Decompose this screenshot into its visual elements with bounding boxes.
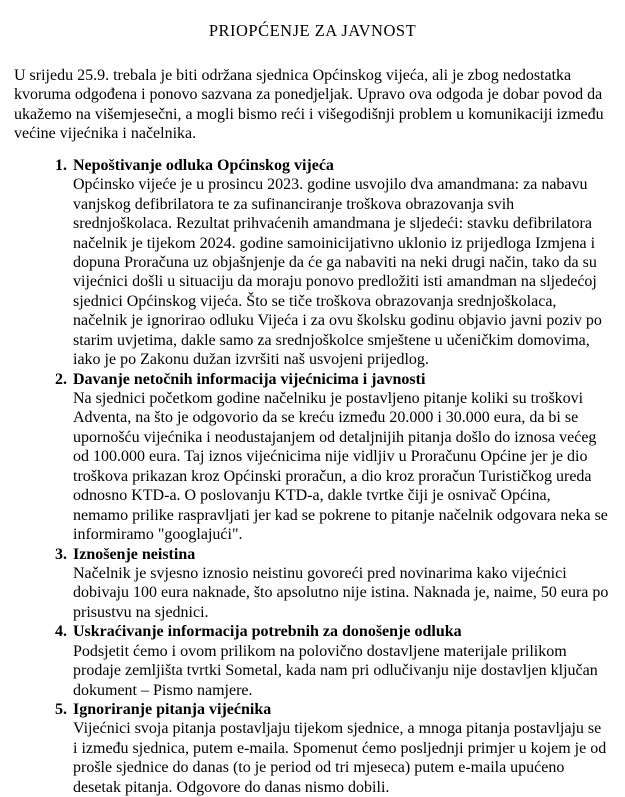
intro-paragraph: U srijedu 25.9. trebala je biti održana sjednica Općinskog vijeća, ali je zbog nedostatka kvoruma odgođena i ponovo sazvana za ponedjeljak. Upravo ova odgoda je dobar povod da ukažemo na višemjesečni, a mogli bismo reći i višegodišnji problem u komunikaciji između većine vijećnika i načelnika. bbox=[14, 67, 604, 143]
item-body: Podsjetit ćemo i ovom prilikom na polovično dostavljene materijale prilikom prodaje zemljišta tvrtki Sometal, kada nam pri odlučivanju nije dostavljen ključan dokument – Pismo namjere. bbox=[73, 642, 598, 699]
list-item bbox=[14, 622, 611, 700]
item-number: 4. bbox=[55, 623, 67, 641]
item-body: Na sjednici početkom godine načelniku je postavljeno pitanje koliki su troškovi Adventa, na što je odgovorio da se kreću između 20.000 i 30.000 eura, da bi se upornošću vijećnika i neodustajanjem od detaljnijih pitanja došlo do iznosa većeg od 100.000 eura. Taj iznos vijećnicima nije vidljiv u Proračunu Općine jer je dio troškova prikazan kroz Općinski proračun, a dio kroz proračun Turističkog ureda odnosno KTD-a. O poslovanju KTD-a, dakle tvrtke čiji je osnivač Općina, nemamo prilike raspravljati jer kad se pokrene to pitanje načelnik odgovara neka se informiramo "googlajući". bbox=[73, 390, 608, 544]
item-content bbox=[73, 156, 611, 370]
page-title: PRIOPĆENJE ZA JAVNOST bbox=[208, 21, 417, 40]
list-item bbox=[14, 700, 611, 797]
item-content bbox=[73, 700, 611, 797]
list-item bbox=[14, 545, 611, 623]
item-number: 3. bbox=[55, 545, 67, 563]
item-content bbox=[73, 370, 611, 545]
item-number: 2. bbox=[55, 370, 67, 388]
item-heading: Nepoštivanje odluka Općinskog vijeća bbox=[73, 156, 334, 174]
item-content bbox=[73, 622, 611, 700]
item-heading: Iznošenje neistina bbox=[73, 545, 196, 563]
item-number: 5. bbox=[55, 701, 67, 719]
item-body: Načelnik je svjesno iznosio neistinu govoreći pred novinarima kako vijećnici dobivaju 100 eura naknade, što apsolutno nije istina. Naknada je, naime, 50 eura po prisustvu na sjednici. bbox=[73, 564, 609, 621]
item-body: Vijećnici svoja pitanja postavljaju tijekom sjednice, a mnoga pitanja postavljaju se i između sjednica, putem e-maila. Spomenut ćemo posljednji primjer u kojem je od prošle sjednice do danas (to je period od tri mjeseca) putem e-maila upućeno desetak pitanja. Odgovore do danas nismo dobili. bbox=[73, 720, 607, 796]
item-heading: Uskraćivanje informacija potrebnih za donošenje odluka bbox=[73, 623, 462, 641]
item-number: 1. bbox=[55, 156, 67, 174]
numbered-list bbox=[14, 156, 611, 797]
item-content bbox=[73, 545, 611, 623]
item-heading: Ignoriranje pitanja vijećnika bbox=[73, 701, 272, 719]
item-heading: Davanje netočnih informacija vijećnicima i javnosti bbox=[73, 370, 426, 388]
item-body: Općinsko vijeće je u prosincu 2023. godine usvojilo dva amandmana: za nabavu vanjskog defibrilatora te za sufinanciranje troškova obrazovanja svih srednjoškolaca. Rezultat prihvaćenih amandmana je sljedeći: stavku defibrilatora načelnik je tijekom 2024. godine samoinicijativno uklonio iz prijedloga Izmjena i dopuna Proračuna uz objašnjenje da će ga nabaviti na neki drugi način, tako da su vijećnici došli u situaciju da moraju ponovo predložiti isti amandman na sljedećoj sjednici Općinskog vijeća. Što se tiče troškova obrazovanja srednjoškolaca, načelnik je ignorirao odluku Vijeća i za ovu školsku godinu objavio javni poziv po starim uvjetima, dakle samo za srednjoškolce smještene u učeničkim domovima, iako je po Zakonu dužan izvršiti naš usvojeni prijedlog. bbox=[73, 176, 602, 369]
list-item bbox=[14, 156, 611, 370]
list-item bbox=[14, 370, 611, 545]
